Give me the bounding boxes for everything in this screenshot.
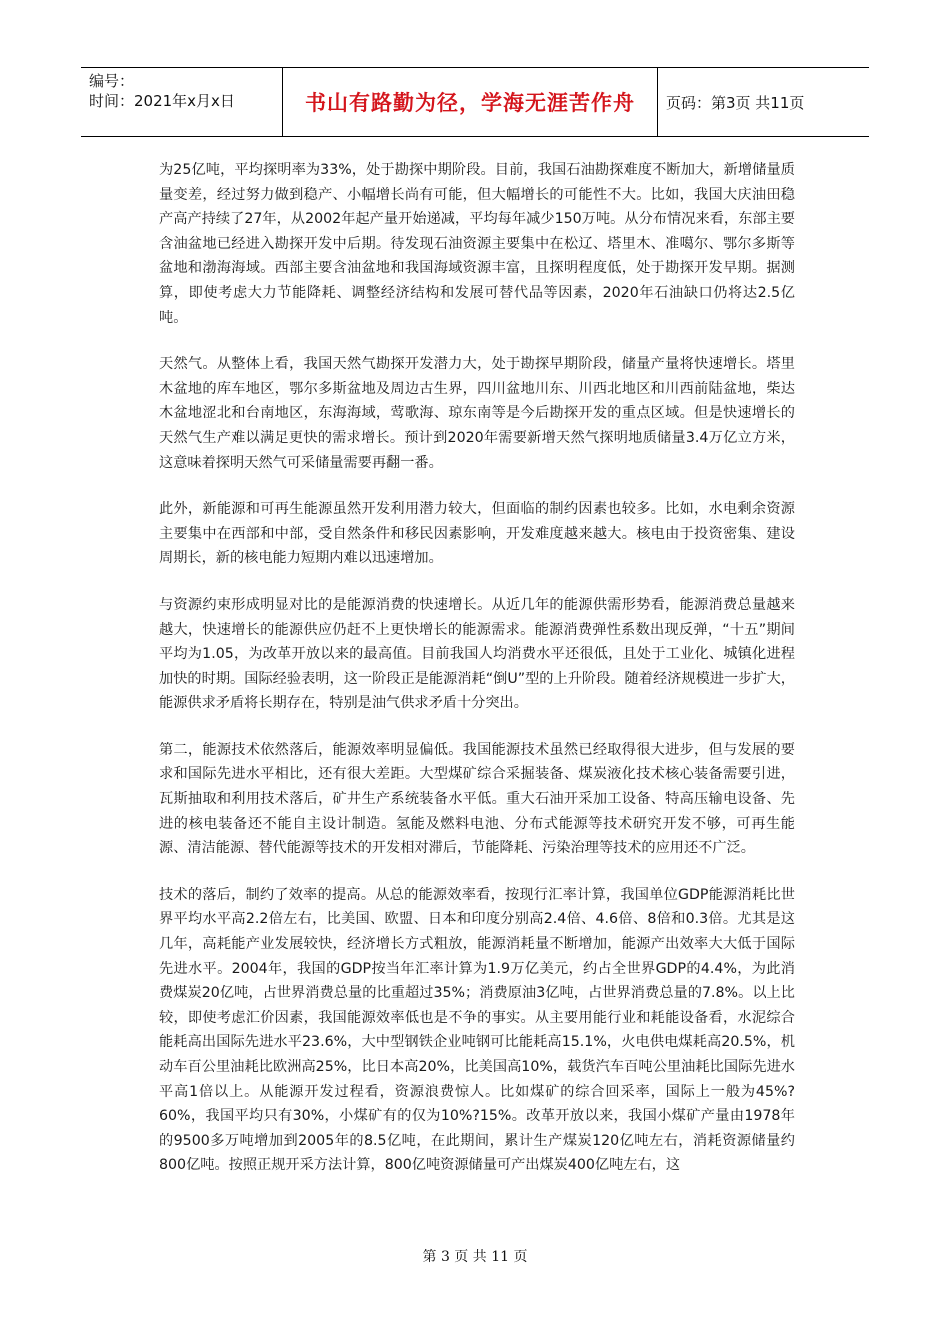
header-meta	[81, 68, 283, 136]
header-page-number: 页码：第3页 共11页	[666, 93, 805, 112]
header-motto: 书山有路勤为径，学海无涯苦作舟	[305, 91, 635, 115]
paragraph: 为25亿吨，平均探明率为33%，处于勘探中期阶段。目前，我国石油勘探难度不断加大，新增储量质量变差，经过努力做到稳产、小幅增长尚有可能，但大幅增长的可能性不大。比如，我国大庆油田稳产高产持续了27年，从2002年起产量开始递减，平均每年减少150万吨。从分布情况来看，东部主要含油盆地已经进入勘探开发中后期。待发现石油资源主要集中在松辽、塔里木、准噶尔、鄂尔多斯等盆地和渤海海域。西部主要含油盆地和我国海域资源丰富，且探明程度低，处于勘探开发早期。据测算，即使考虑大力节能降耗、调整经济结构和发展可替代品等因素，2020年石油缺口仍将达2.5亿吨。	[159, 162, 795, 326]
doc-number-label: 编号：	[89, 72, 135, 90]
paragraph: 天然气。从整体上看，我国天然气勘探开发潜力大，处于勘探早期阶段，储量产量将快速增长。塔里木盆地的库车地区，鄂尔多斯盆地及周边古生界，四川盆地川东、川西北地区和川西前陆盆地，柴达木盆地涩北和台南地区，东海海域，莺歌海、琼东南等是今后勘探开发的重点区域。但是快速增长的天然气生产难以满足更快的需求增长。预计到2020年需要新增天然气探明地质储量3.4万亿立方米，这意味着探明天然气可采储量需要再翻一番。	[159, 356, 795, 471]
document-body	[159, 158, 795, 1200]
header-page-cell	[658, 68, 869, 136]
paragraph: 与资源约束形成明显对比的是能源消费的快速增长。从近几年的能源供需形势看，能源消费总量越来越大，快速增长的能源供应仍赶不上更快增长的能源需求。能源消费弹性系数出现反弹，“十五”期间平均为1.05，为改革开放以来的最高值。目前我国人均消费水平还很低，且处于工业化、城镇化进程加快的时期。国际经验表明，这一阶段正是能源消耗“倒U”型的上升阶段。随着经济规模进一步扩大，能源供求矛盾将长期存在，特别是油气供求矛盾十分突出。	[159, 596, 795, 712]
paragraph: 此外，新能源和可再生能源虽然开发利用潜力较大，但面临的制约因素也较多。比如，水电剩余资源主要集中在西部和中部，受自然条件和移民因素影响，开发难度越来越大。核电由于投资密集、建设周期长，新的核电能力短期内难以迅速增加。	[159, 501, 795, 567]
page-footer	[0, 1246, 950, 1266]
footer-page-number: 第 3 页 共 11 页	[422, 1249, 528, 1265]
paragraph: 第二，能源技术依然落后，能源效率明显偏低。我国能源技术虽然已经取得很大进步，但与发展的要求和国际先进水平相比，还有很大差距。大型煤矿综合采掘装备、煤炭液化技术核心装备需要引进，瓦斯抽取和利用技术落后，矿井生产系统装备水平低。重大石油开采加工设备、特高压输电设备、先进的核电装备还不能自主设计制造。氢能及燃料电池、分布式能源等技术研究开发不够，可再生能源、清洁能源、替代能源等技术的开发相对滞后，节能降耗、污染治理等技术的应用还不广泛。	[159, 741, 795, 857]
paragraph: 技术的落后，制约了效率的提高。从总的能源效率看，按现行汇率计算，我国单位GDP能源消耗比世界平均水平高2.2倍左右，比美国、欧盟、日本和印度分别高2.4倍、4.6倍、8倍和0.3倍。尤其是这几年，高耗能产业发展较快，经济增长方式粗放，能源消耗量不断增加，能源产出效率大大低于国际先进水平。2004年，我国的GDP按当年汇率计算为1.9万亿美元，约占全世界GDP的4.4%，为此消费煤炭20亿吨，占世界消费总量的比重超过35%；消费原油3亿吨，占世界消费总量的7.8%。以上比较，即使考虑汇价因素，我国能源效率低也是不争的事实。从主要用能行业和耗能设备看，水泥综合能耗高出国际先进水平23.6%，大中型钢铁企业吨钢可比能耗高15.1%，火电供电煤耗高20.5%，机动车百公里油耗比欧洲高25%，比日本高20%，比美国高10%，载货汽车百吨公里油耗比国际先进水平高1倍以上。从能源开发过程看，资源浪费惊人。比如煤矿的综合回采率，国际上一般为45%?60%，我国平均只有30%，小煤矿有的仅为10%?15%。改革开放以来，我国小煤矿产量由1978年的9500多万吨增加到2005年的8.5亿吨，在此期间，累计生产煤炭120亿吨左右，消耗资源储量约800亿吨。按照正规开采方法计算，800亿吨资源储量可产出煤炭400亿吨左右，这	[159, 886, 795, 1174]
page-header	[81, 67, 869, 137]
header-motto-cell	[283, 68, 658, 136]
time-label: 时间：2021年x月x日	[89, 92, 235, 110]
